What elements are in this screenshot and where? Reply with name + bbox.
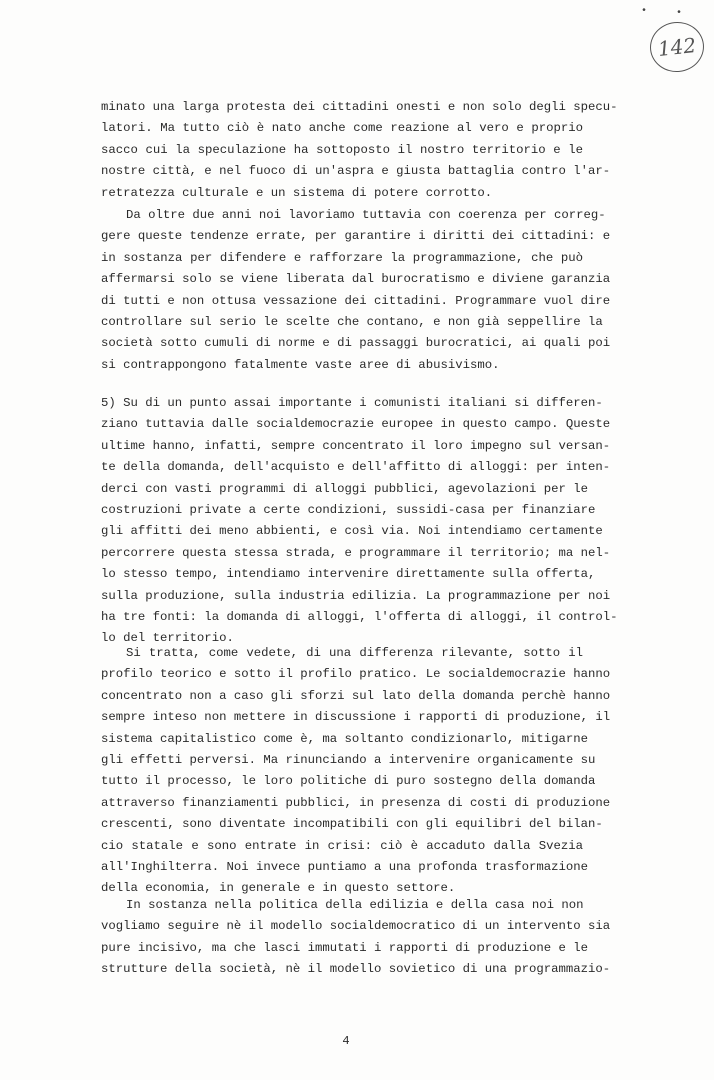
text-line: Da oltre due anni noi lavoriamo tuttavia con coerenza per correg- [126,208,606,222]
text-line: crescenti, sono diventate incompatibili con gli equilibri del bilan- [101,817,603,832]
archive-page-stamp: 142 [648,19,707,74]
text-line: nostre città, e nel fuoco di un'aspra e giusta battaglia contro l'ar- [101,164,611,179]
text-line: tutto il processo, le loro politiche di puro sostegno della domanda [101,774,596,789]
text-line: controllare sul serio le scelte che contano, e non già seppellire la [101,314,603,329]
paragraph [101,895,611,981]
text-line: profilo teorico e sotto il profilo pratico. Le socialdemocrazie hanno [101,667,611,682]
text-line: lo del territorio. [101,631,234,646]
text-line: 5) Su di un punto assai importante i comunisti italiani si differen- [101,396,603,410]
text-line: cio statale e sono entrate in crisi: ciò è accaduto dalla Svezia [101,838,583,853]
text-line: pure incisivo, ma che lasci immutati i rapporti di produzione e le [101,940,589,955]
text-line: vogliamo seguire nè il modello socialdemocratico di un intervento sia [101,919,611,934]
text-line: latori. Ma tutto ciò è nato anche come reazione al vero e proprio [101,121,583,136]
text-line: sempre inteso non mettere in discussione i rapporti di produzione, il [101,710,611,725]
text-line: Si tratta, come vedete, di una differenza rilevante, sotto il [126,646,583,660]
text-line: concentrato non a caso gli sforzi sul lato della domanda perchè hanno [101,688,611,703]
text-line: gli affitti dei meno abbienti, e così via. Noi intendiamo certamente [101,524,603,539]
text-line: all'Inghilterra. Noi invece puntiamo a una profonda trasformazione [101,859,589,874]
text-line: si contrappongono fatalmente vaste aree di abusivismo. [101,357,500,372]
text-line: ziano tuttavia dalle socialdemocrazie europee in questo campo. Queste [101,417,611,432]
text-line: della economia, in generale e in questo settore. [101,881,456,896]
text-line: derci con vasti programmi di alloggi pubblici, agevolazioni per le [101,481,589,496]
paragraph-continuation [101,97,618,204]
text-line: In sostanza nella politica della edilizia e della casa noi non [126,898,584,912]
text-line: sistema capitalistico come è, ma soltanto condizionarlo, mitigarne [101,731,589,746]
page-number-text: 4 [342,1034,350,1048]
paragraph [101,643,611,900]
text-line: attraverso finanziamenti pubblici, in presenza di costi di produzione [101,795,611,810]
page-number [0,1034,714,1048]
text-line: sulla produzione, sulla industria edilizia. La programmazione per noi [101,588,611,603]
text-line: gere queste tendenze errate, per garantire i diritti dei cittadini: e [101,229,611,244]
text-line: minato una larga protesta dei cittadini onesti e non solo degli specu- [101,100,618,114]
ink-mark: • [676,8,683,19]
text-line: di tutti e non ottusa vessazione dei cittadini. Programmare vuol dire [101,293,611,308]
paragraph [101,205,611,376]
text-line: costruzioni private a certe condizioni, sussidi-casa per finanziare [101,502,596,517]
text-line: strutture della società, nè il modello sovietico di una programmazio- [101,962,611,977]
text-line: società sotto cumuli di norme e di passaggi burocratici, ai quali poi [101,336,611,351]
text-line: percorrere questa stessa strada, e programmare il territorio; ma nel- [101,545,611,560]
text-line: ultime hanno, infatti, sempre concentrato il loro impegno sul versan- [101,438,611,453]
text-line: affermarsi solo se viene liberata dal burocratismo e diviene garanzia [101,272,611,287]
text-line: ha tre fonti: la domanda di alloggi, l'offerta di alloggi, il control- [101,609,618,624]
numbered-paragraph [101,393,618,650]
text-line: lo stesso tempo, intendiamo intervenire direttamente sulla offerta, [101,567,596,582]
text-line: sacco cui la speculazione ha sottoposto il nostro territorio e le [101,142,583,157]
text-line: te della domanda, dell'acquisto e dell'affitto di alloggi: per inten- [101,460,611,475]
text-line: gli effetti perversi. Ma rinunciando a intervenire organicamente su [101,752,596,767]
text-line: in sostanza per difendere e rafforzare la programmazione, che può [101,250,583,265]
text-line: retratezza culturale e un sistema di potere corrotto. [101,185,493,200]
ink-mark: • [641,6,648,17]
